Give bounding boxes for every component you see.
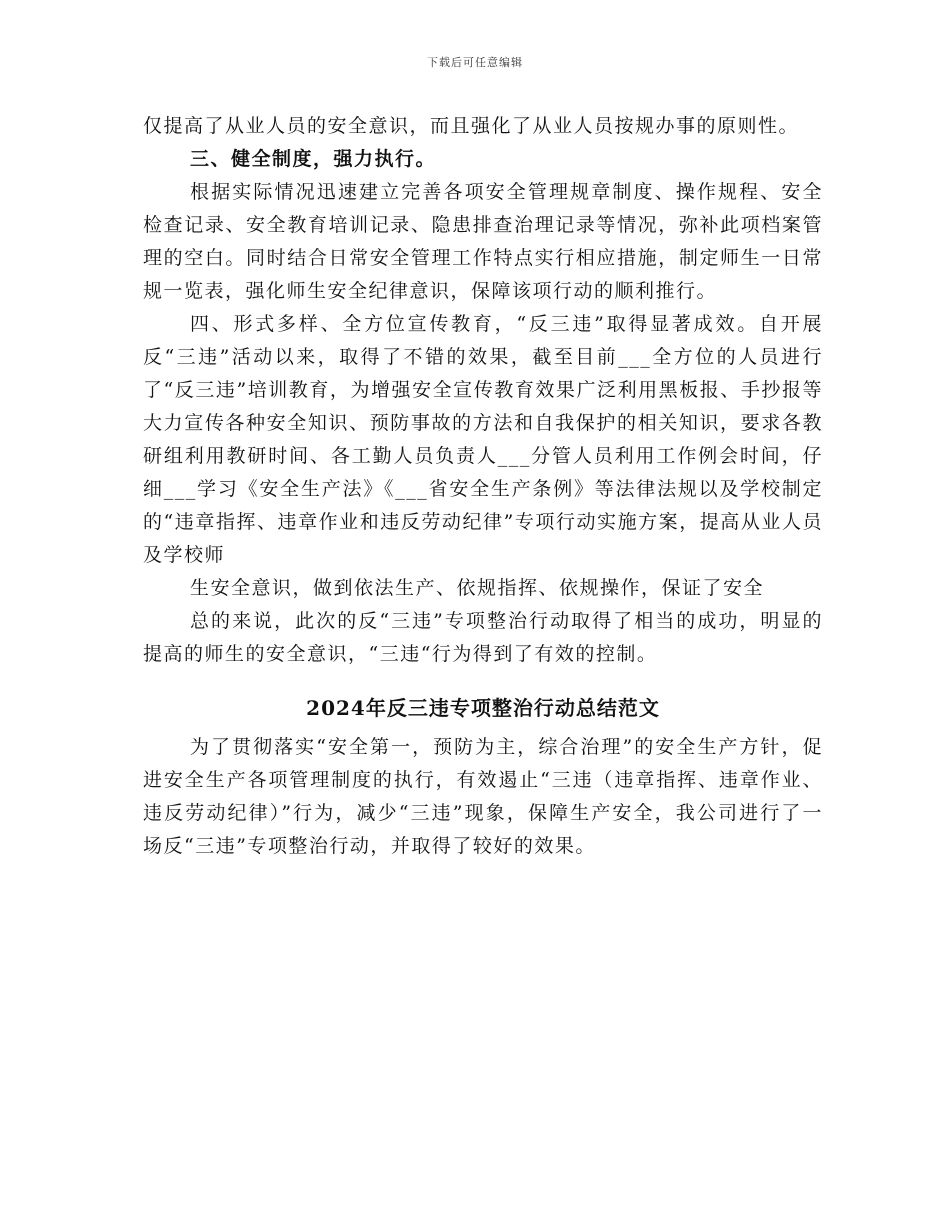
section-heading-3: 三、健全制度，强力执行。 [190,148,437,170]
paragraph-regulations: 根据实际情况迅速建立完善各项安全管理规章制度、操作规程、安全检查记录、安全教育培训记录、隐患排查治理记录等情况，弥补此项档案管理的空白。同时结合日常安全管理工作特点实行相应措施，制定师生一日常规一览表，强化师生安全纪律意识，保障该项行动的顺利推行。 [143,181,823,302]
paragraph-intro: 为了贯彻落实“安全第一，预防为主，综合治理”的安全生产方针，促进安全生产各项管理制度的执行，有效遏止“三违（违章指挥、违章作业、违反劳动纪律）”行为，减少“三违”现象，保障生产安全，我公司进行了一场反“三违”专项整治行动，并取得了较好的效果。 [143,736,823,857]
header-note: 下载后可任意编辑 [427,56,523,69]
document-title: 2024年反三违专项整治行动总结范文 [306,696,660,720]
paragraph-summary: 总的来说，此次的反“三违”专项整治行动取得了相当的成功，明显的提高的师生的安全意识，“三违“行为得到了有效的控制。 [143,610,823,665]
paragraph-section-4: 四、形式多样、全方位宣传教育，“反三违”取得显著成效。自开展反“三违”活动以来，取得了不错的效果，截至目前___全方位的人员进行了“反三违”培训教育，为增强安全宣传教育效果广泛利用黑板报、手抄报等大力宣传各种安全知识、预防事故的方法和自我保护的相关知识，要求各教研组利用教研时间、各工勤人员负责人___分管人员利用工作例会时间，仔细___学习《安全生产法》《___省安全生产条例》等法律法规以及学校制定的“违章指挥、违章作业和违反劳动纪律”专项行动实施方案，提高从业人员及学校师 [143,313,823,566]
paragraph-continuation: 仅提高了从业人员的安全意识，而且强化了从业人员按规办事的原则性。 [143,115,800,137]
paragraph-safety-awareness: 生安全意识，做到依法生产、依规指挥、依规操作，保证了安全 [190,577,765,599]
document-body [143,110,823,863]
